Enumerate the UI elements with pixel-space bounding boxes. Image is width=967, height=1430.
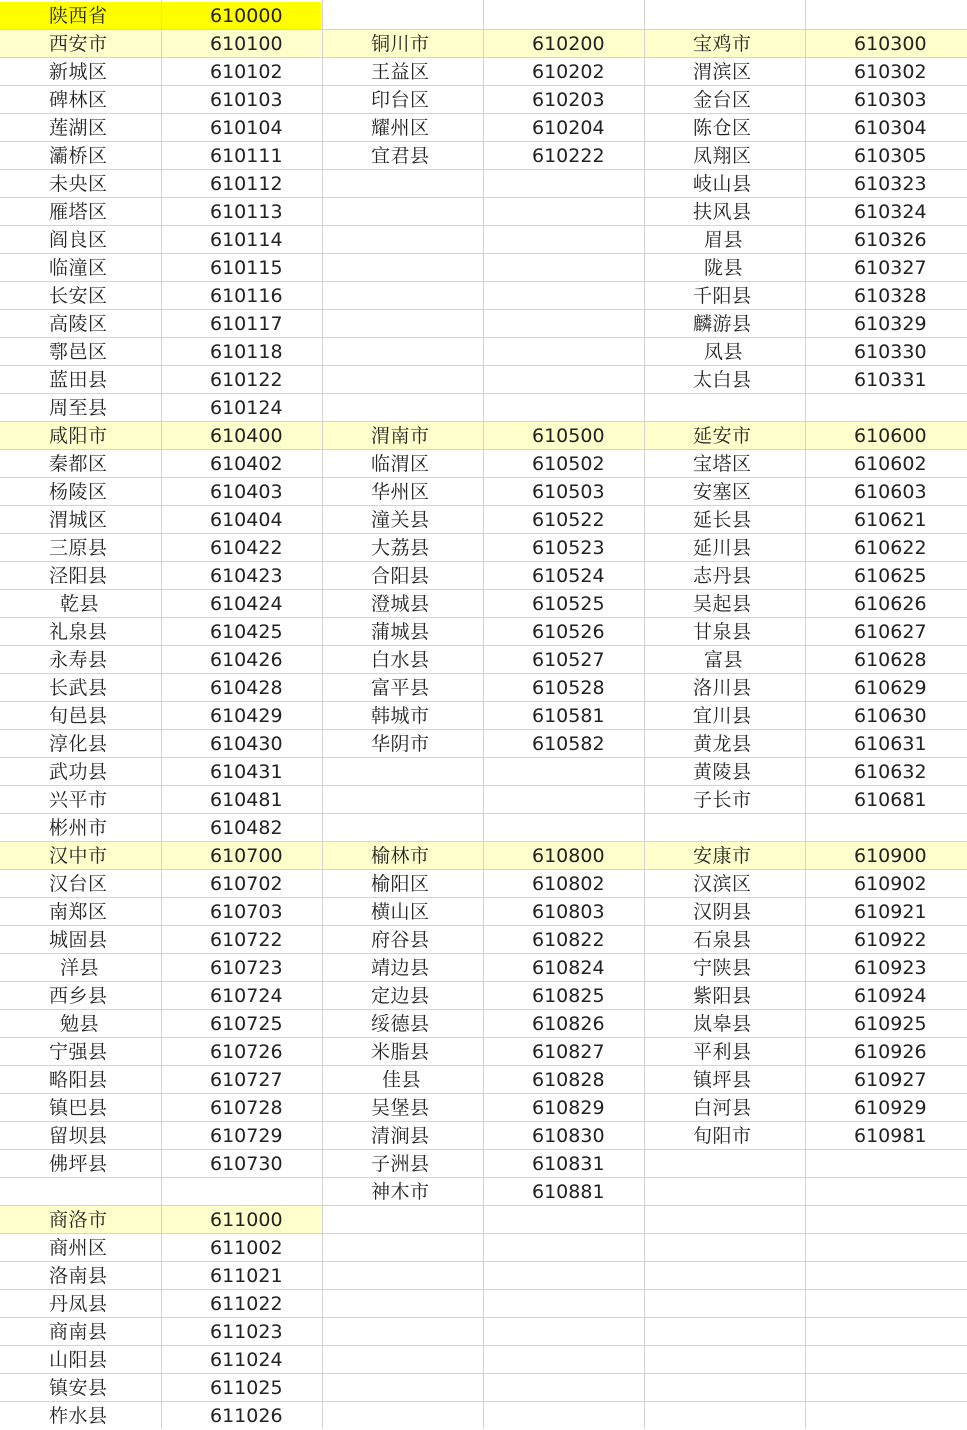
district-code: 610502 bbox=[532, 453, 605, 475]
grid-col-line bbox=[483, 0, 484, 1429]
district-name: 宁强县 bbox=[49, 1041, 108, 1063]
district-code: 610222 bbox=[532, 145, 605, 167]
grid-col-line bbox=[644, 0, 645, 1429]
district-name: 黄龙县 bbox=[693, 733, 752, 755]
district-name: 印台区 bbox=[371, 89, 430, 111]
district-name: 汉滨区 bbox=[693, 873, 752, 895]
district-code: 610830 bbox=[532, 1125, 605, 1147]
district-code: 610203 bbox=[532, 89, 605, 111]
district-code: 610726 bbox=[210, 1041, 283, 1063]
district-name: 灞桥区 bbox=[49, 145, 108, 167]
district-code: 610115 bbox=[210, 257, 283, 279]
district-code: 610925 bbox=[854, 1013, 927, 1035]
district-name: 宁陕县 bbox=[693, 957, 752, 979]
district-code: 610402 bbox=[210, 453, 283, 475]
district-name: 紫阳县 bbox=[693, 985, 752, 1007]
district-name: 永寿县 bbox=[49, 649, 108, 671]
district-code: 610724 bbox=[210, 985, 283, 1007]
district-code: 610481 bbox=[210, 789, 283, 811]
district-name: 吴堡县 bbox=[371, 1097, 430, 1119]
district-name: 延长县 bbox=[693, 509, 752, 531]
district-code: 610622 bbox=[854, 537, 927, 559]
district-code: 610204 bbox=[532, 117, 605, 139]
district-name: 华阴市 bbox=[371, 733, 430, 755]
district-code: 610522 bbox=[532, 509, 605, 531]
district-code: 610122 bbox=[210, 369, 283, 391]
district-name: 武功县 bbox=[49, 761, 108, 783]
district-name: 蒲城县 bbox=[371, 621, 430, 643]
district-code: 610626 bbox=[854, 593, 927, 615]
district-name: 太白县 bbox=[693, 369, 752, 391]
district-code: 610326 bbox=[854, 229, 927, 251]
district-name: 眉县 bbox=[704, 229, 744, 251]
district-code: 610304 bbox=[854, 117, 927, 139]
district-code: 610631 bbox=[854, 733, 927, 755]
district-name: 南郑区 bbox=[49, 901, 108, 923]
city-code: 610600 bbox=[854, 425, 927, 447]
district-code: 610102 bbox=[210, 61, 283, 83]
city-name: 铜川市 bbox=[371, 33, 430, 55]
district-code: 610922 bbox=[854, 929, 927, 951]
district-code: 610629 bbox=[854, 677, 927, 699]
district-name: 莲湖区 bbox=[49, 117, 108, 139]
district-code: 610424 bbox=[210, 593, 283, 615]
district-name: 丹凤县 bbox=[49, 1293, 108, 1315]
district-name: 镇坪县 bbox=[693, 1069, 752, 1091]
district-code: 611021 bbox=[210, 1265, 283, 1287]
district-name: 宝塔区 bbox=[693, 453, 752, 475]
district-code: 610902 bbox=[854, 873, 927, 895]
district-name: 西乡县 bbox=[49, 985, 108, 1007]
district-code: 610981 bbox=[854, 1125, 927, 1147]
district-name: 杨陵区 bbox=[49, 481, 108, 503]
district-name: 安塞区 bbox=[693, 481, 752, 503]
city-name: 咸阳市 bbox=[49, 425, 108, 447]
district-name: 岚皋县 bbox=[693, 1013, 752, 1035]
district-name: 白水县 bbox=[371, 649, 430, 671]
district-name: 米脂县 bbox=[371, 1041, 430, 1063]
district-code: 610582 bbox=[532, 733, 605, 755]
district-code: 610482 bbox=[210, 817, 283, 839]
city-code: 610400 bbox=[210, 425, 283, 447]
district-code: 610329 bbox=[854, 313, 927, 335]
district-code: 610327 bbox=[854, 257, 927, 279]
district-name: 子洲县 bbox=[371, 1153, 430, 1175]
district-name: 临渭区 bbox=[371, 453, 430, 475]
district-name: 洋县 bbox=[60, 957, 100, 979]
district-code: 610802 bbox=[532, 873, 605, 895]
district-name: 黄陵县 bbox=[693, 761, 752, 783]
district-code: 610328 bbox=[854, 285, 927, 307]
district-name: 清涧县 bbox=[371, 1125, 430, 1147]
district-code: 610831 bbox=[532, 1153, 605, 1175]
district-name: 雁塔区 bbox=[49, 201, 108, 223]
district-name: 长武县 bbox=[49, 677, 108, 699]
city-code: 610500 bbox=[532, 425, 605, 447]
district-code: 611022 bbox=[210, 1293, 283, 1315]
district-code: 610725 bbox=[210, 1013, 283, 1035]
district-name: 旬阳市 bbox=[693, 1125, 752, 1147]
district-code: 610827 bbox=[532, 1041, 605, 1063]
district-code: 610703 bbox=[210, 901, 283, 923]
district-name: 岐山县 bbox=[693, 173, 752, 195]
district-name: 石泉县 bbox=[693, 929, 752, 951]
district-code: 610528 bbox=[532, 677, 605, 699]
district-code: 610730 bbox=[210, 1153, 283, 1175]
district-code: 610602 bbox=[854, 453, 927, 475]
district-code: 610527 bbox=[532, 649, 605, 671]
district-name: 柞水县 bbox=[49, 1405, 108, 1427]
district-code: 611026 bbox=[210, 1405, 283, 1427]
district-code: 610423 bbox=[210, 565, 283, 587]
city-name: 汉中市 bbox=[49, 845, 108, 867]
district-name: 大荔县 bbox=[371, 537, 430, 559]
district-name: 汉阴县 bbox=[693, 901, 752, 923]
district-code: 610302 bbox=[854, 61, 927, 83]
district-code: 610627 bbox=[854, 621, 927, 643]
district-name: 勉县 bbox=[60, 1013, 100, 1035]
city-code: 610100 bbox=[210, 33, 283, 55]
city-name: 榆林市 bbox=[371, 845, 430, 867]
district-name: 宜君县 bbox=[371, 145, 430, 167]
city-name: 安康市 bbox=[693, 845, 752, 867]
district-name: 碑林区 bbox=[49, 89, 108, 111]
district-name: 佳县 bbox=[382, 1069, 422, 1091]
district-code: 610202 bbox=[532, 61, 605, 83]
district-code: 610503 bbox=[532, 481, 605, 503]
district-name: 阎良区 bbox=[49, 229, 108, 251]
district-name: 商州区 bbox=[49, 1237, 108, 1259]
district-code: 610422 bbox=[210, 537, 283, 559]
district-name: 临潼区 bbox=[49, 257, 108, 279]
grid-col-line bbox=[805, 0, 806, 1429]
district-name: 华州区 bbox=[371, 481, 430, 503]
district-name: 合阳县 bbox=[371, 565, 430, 587]
district-code: 610428 bbox=[210, 677, 283, 699]
district-name: 靖边县 bbox=[371, 957, 430, 979]
district-code: 610113 bbox=[210, 201, 283, 223]
district-name: 礼泉县 bbox=[49, 621, 108, 643]
city-code: 610900 bbox=[854, 845, 927, 867]
district-code: 610722 bbox=[210, 929, 283, 951]
district-name: 鄠邑区 bbox=[49, 341, 108, 363]
district-code: 610630 bbox=[854, 705, 927, 727]
district-name: 陇县 bbox=[704, 257, 744, 279]
district-code: 610104 bbox=[210, 117, 283, 139]
city-code: 610200 bbox=[532, 33, 605, 55]
district-code: 610431 bbox=[210, 761, 283, 783]
district-code: 610681 bbox=[854, 789, 927, 811]
district-name: 乾县 bbox=[60, 593, 100, 615]
district-code: 610632 bbox=[854, 761, 927, 783]
district-name: 略阳县 bbox=[49, 1069, 108, 1091]
district-code: 610303 bbox=[854, 89, 927, 111]
district-name: 韩城市 bbox=[371, 705, 430, 727]
province-code: 610000 bbox=[210, 5, 283, 27]
district-code: 610525 bbox=[532, 593, 605, 615]
city-name: 商洛市 bbox=[49, 1209, 108, 1231]
district-code: 610628 bbox=[854, 649, 927, 671]
district-code: 610331 bbox=[854, 369, 927, 391]
district-code: 610803 bbox=[532, 901, 605, 923]
district-code: 610926 bbox=[854, 1041, 927, 1063]
district-name: 彬州市 bbox=[49, 817, 108, 839]
district-name: 凤翔区 bbox=[693, 145, 752, 167]
district-code: 610112 bbox=[210, 173, 283, 195]
district-code: 610923 bbox=[854, 957, 927, 979]
district-name: 旬邑县 bbox=[49, 705, 108, 727]
district-code: 610825 bbox=[532, 985, 605, 1007]
district-code: 610403 bbox=[210, 481, 283, 503]
district-code: 610728 bbox=[210, 1097, 283, 1119]
district-code: 610111 bbox=[210, 145, 283, 167]
district-code: 610526 bbox=[532, 621, 605, 643]
grid-col-line bbox=[161, 0, 162, 1429]
district-code: 610118 bbox=[210, 341, 283, 363]
district-code: 610824 bbox=[532, 957, 605, 979]
district-name: 凤县 bbox=[704, 341, 744, 363]
district-code: 610924 bbox=[854, 985, 927, 1007]
district-name: 宜川县 bbox=[693, 705, 752, 727]
city-name: 渭南市 bbox=[371, 425, 430, 447]
district-code: 610828 bbox=[532, 1069, 605, 1091]
district-code: 610826 bbox=[532, 1013, 605, 1035]
district-name: 千阳县 bbox=[693, 285, 752, 307]
district-name: 延川县 bbox=[693, 537, 752, 559]
district-code: 610523 bbox=[532, 537, 605, 559]
district-name: 陈仓区 bbox=[693, 117, 752, 139]
district-code: 610124 bbox=[210, 397, 283, 419]
district-code: 610426 bbox=[210, 649, 283, 671]
district-name: 山阳县 bbox=[49, 1349, 108, 1371]
district-code: 610330 bbox=[854, 341, 927, 363]
district-name: 周至县 bbox=[49, 397, 108, 419]
district-name: 横山区 bbox=[371, 901, 430, 923]
district-code: 610829 bbox=[532, 1097, 605, 1119]
district-name: 富县 bbox=[704, 649, 744, 671]
district-code: 610921 bbox=[854, 901, 927, 923]
district-name: 渭滨区 bbox=[693, 61, 752, 83]
city-code: 610700 bbox=[210, 845, 283, 867]
city-code: 611000 bbox=[210, 1209, 283, 1231]
district-name: 平利县 bbox=[693, 1041, 752, 1063]
district-code: 610727 bbox=[210, 1069, 283, 1091]
district-code: 610324 bbox=[854, 201, 927, 223]
district-name: 高陵区 bbox=[49, 313, 108, 335]
district-name: 澄城县 bbox=[371, 593, 430, 615]
district-code: 611002 bbox=[210, 1237, 283, 1259]
district-code: 610305 bbox=[854, 145, 927, 167]
district-name: 兴平市 bbox=[49, 789, 108, 811]
district-code: 610103 bbox=[210, 89, 283, 111]
district-name: 秦都区 bbox=[49, 453, 108, 475]
district-name: 白河县 bbox=[693, 1097, 752, 1119]
district-name: 镇安县 bbox=[49, 1377, 108, 1399]
district-code: 610429 bbox=[210, 705, 283, 727]
district-name: 耀州区 bbox=[371, 117, 430, 139]
district-code: 610603 bbox=[854, 481, 927, 503]
district-code: 610929 bbox=[854, 1097, 927, 1119]
district-name: 吴起县 bbox=[693, 593, 752, 615]
district-name: 神木市 bbox=[371, 1181, 430, 1203]
district-code: 610323 bbox=[854, 173, 927, 195]
district-name: 子长市 bbox=[693, 789, 752, 811]
district-name: 镇巴县 bbox=[49, 1097, 108, 1119]
district-code: 611024 bbox=[210, 1349, 283, 1371]
district-name: 未央区 bbox=[49, 173, 108, 195]
district-name: 汉台区 bbox=[49, 873, 108, 895]
city-code: 610800 bbox=[532, 845, 605, 867]
district-code: 610621 bbox=[854, 509, 927, 531]
district-name: 洛南县 bbox=[49, 1265, 108, 1287]
district-name: 蓝田县 bbox=[49, 369, 108, 391]
district-name: 志丹县 bbox=[693, 565, 752, 587]
district-code: 610625 bbox=[854, 565, 927, 587]
grid-col-line bbox=[322, 0, 323, 1429]
district-name: 三原县 bbox=[49, 537, 108, 559]
district-code: 610881 bbox=[532, 1181, 605, 1203]
city-name: 延安市 bbox=[693, 425, 752, 447]
district-name: 留坝县 bbox=[49, 1125, 108, 1147]
district-name: 商南县 bbox=[49, 1321, 108, 1343]
district-name: 长安区 bbox=[49, 285, 108, 307]
district-name: 榆阳区 bbox=[371, 873, 430, 895]
district-code: 610723 bbox=[210, 957, 283, 979]
district-name: 淳化县 bbox=[49, 733, 108, 755]
district-name: 佛坪县 bbox=[49, 1153, 108, 1175]
district-name: 渭城区 bbox=[49, 509, 108, 531]
district-code: 611023 bbox=[210, 1321, 283, 1343]
city-name: 宝鸡市 bbox=[693, 33, 752, 55]
province-name: 陕西省 bbox=[49, 5, 108, 27]
district-code: 610114 bbox=[210, 229, 283, 251]
district-name: 泾阳县 bbox=[49, 565, 108, 587]
district-code: 610702 bbox=[210, 873, 283, 895]
district-name: 洛川县 bbox=[693, 677, 752, 699]
district-name: 新城区 bbox=[49, 61, 108, 83]
district-name: 王益区 bbox=[371, 61, 430, 83]
district-name: 城固县 bbox=[49, 929, 108, 951]
city-name: 西安市 bbox=[49, 33, 108, 55]
district-name: 绥德县 bbox=[371, 1013, 430, 1035]
district-code: 610430 bbox=[210, 733, 283, 755]
district-code: 610425 bbox=[210, 621, 283, 643]
district-code: 610404 bbox=[210, 509, 283, 531]
district-code: 610729 bbox=[210, 1125, 283, 1147]
district-code: 610524 bbox=[532, 565, 605, 587]
district-code: 610116 bbox=[210, 285, 283, 307]
district-code: 610581 bbox=[532, 705, 605, 727]
district-name: 富平县 bbox=[371, 677, 430, 699]
district-name: 定边县 bbox=[371, 985, 430, 1007]
district-code: 610927 bbox=[854, 1069, 927, 1091]
district-name: 甘泉县 bbox=[693, 621, 752, 643]
district-code: 610117 bbox=[210, 313, 283, 335]
district-name: 扶风县 bbox=[693, 201, 752, 223]
district-name: 麟游县 bbox=[693, 313, 752, 335]
district-code: 611025 bbox=[210, 1377, 283, 1399]
district-name: 潼关县 bbox=[371, 509, 430, 531]
district-name: 金台区 bbox=[693, 89, 752, 111]
district-code: 610822 bbox=[532, 929, 605, 951]
district-name: 府谷县 bbox=[371, 929, 430, 951]
city-code: 610300 bbox=[854, 33, 927, 55]
